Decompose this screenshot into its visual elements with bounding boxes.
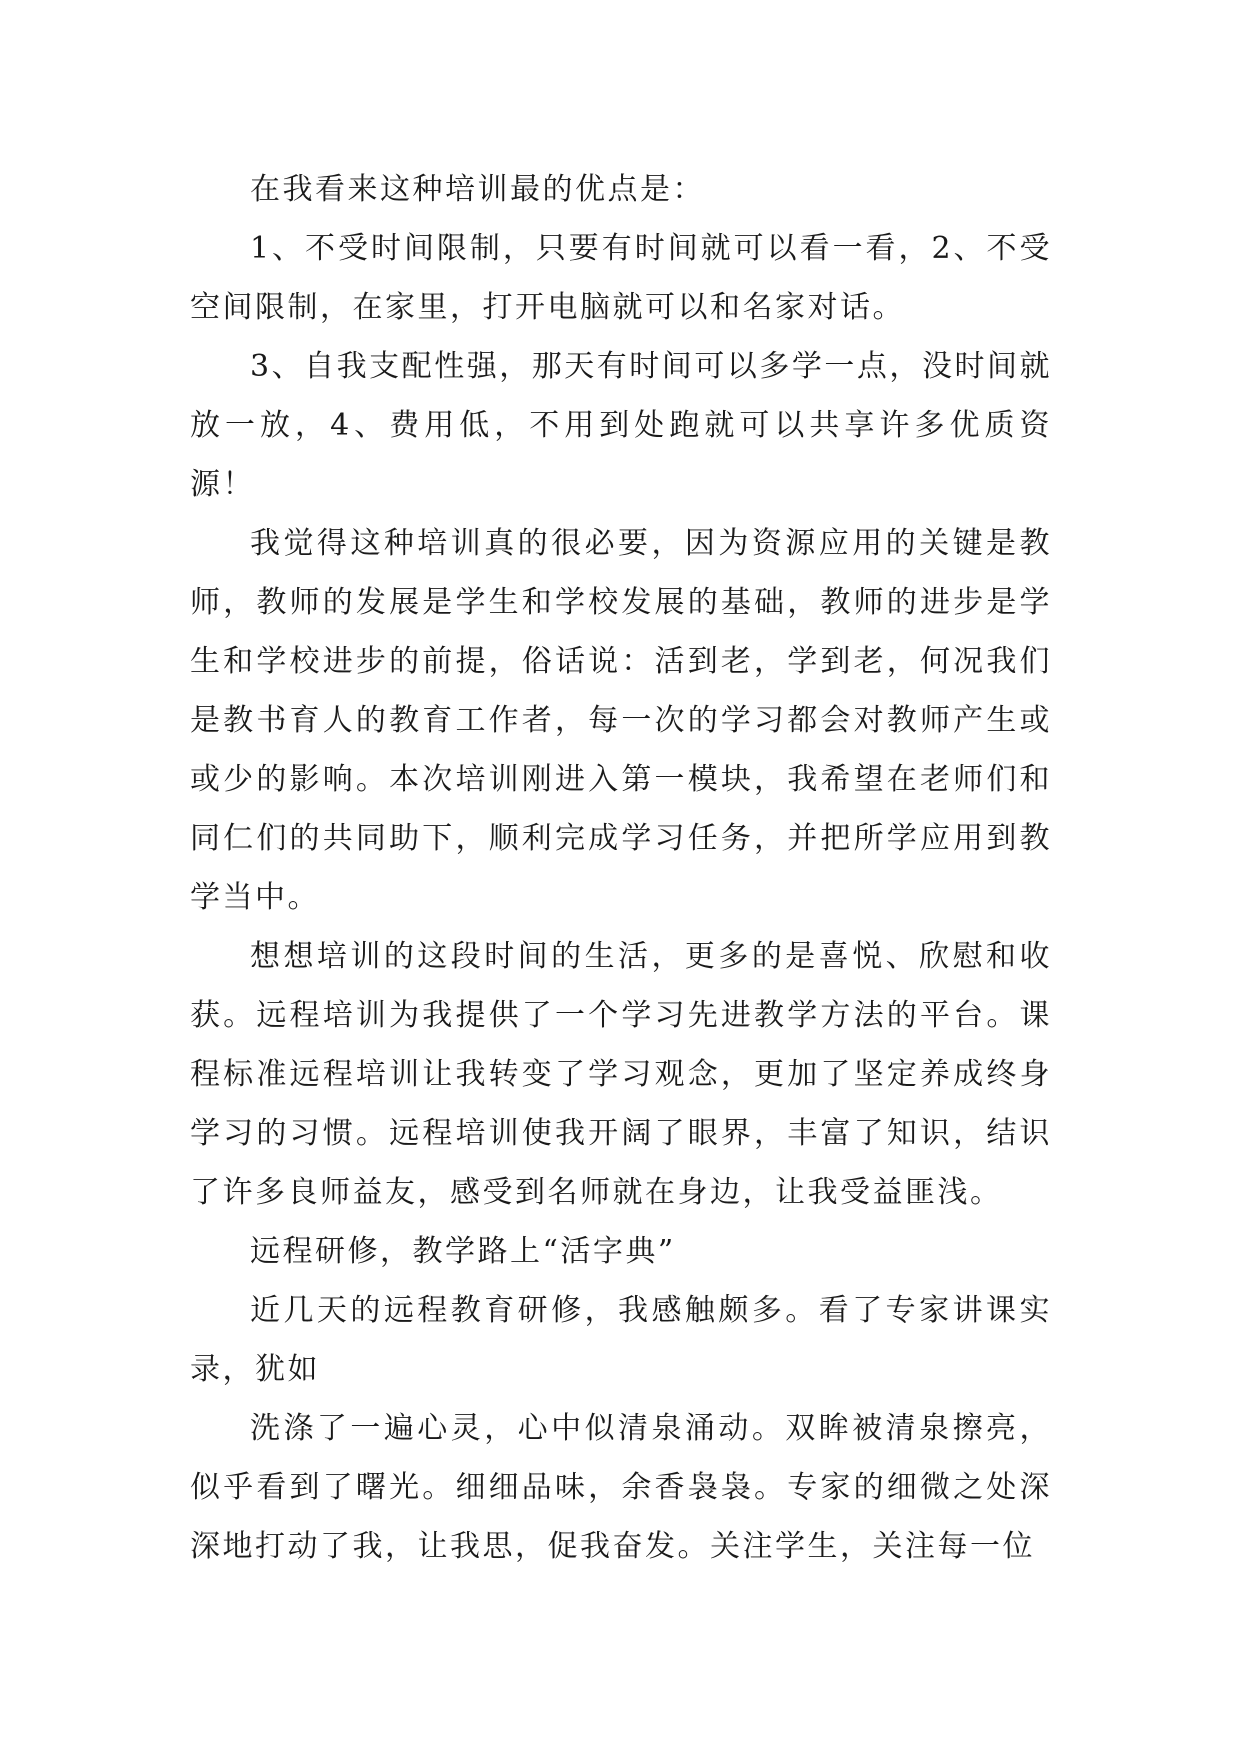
section-heading: 远程研修，教学路上“活字典” (250, 1234, 676, 1269)
paragraph-research-continued: 洗涤了一遍心灵，心中似清泉涌动。双眸被清泉擦亮，似乎看到了曙光。细细品味，余香袅袅。专家的细微之处深深地打动了我，让我思，促我奋发。关注学生，关注每一位 (190, 1411, 1052, 1564)
paragraph-advantages-intro: 在我看来这种培训最的优点是： (250, 172, 705, 207)
paragraph-advantages-1-2: 1、不受时间限制，只要有时间就可以看一看，2、不受空间限制，在家里，打开电脑就可以和名家对话。 (190, 231, 1052, 325)
paragraph-training-necessity: 我觉得这种培训真的很必要，因为资源应用的关键是教师，教师的发展是学生和学校发展的基础，教师的进步是学生和学校进步的前提，俗话说：活到老，学到老，何况我们是教书育人的教育工作者，每一次的学习都会对教师产生或或少的影响。本次培训刚进入第一模块，我希望在老师们和同仁们的共同助下，顺利完成学习任务，并把所学应用到教学当中。 (190, 526, 1052, 915)
paragraph-research-intro: 近几天的远程教育研修，我感触颇多。看了专家讲课实录，犹如 (190, 1293, 1052, 1387)
paragraph-advantages-3-4: 3、自我支配性强，那天有时间可以多学一点，没时间就放一放，4、费用低，不用到处跑就可以共享许多优质资源！ (190, 349, 1052, 502)
paragraph-training-reflection: 想想培训的这段时间的生活，更多的是喜悦、欣慰和收获。远程培训为我提供了一个学习先进教学方法的平台。课程标准远程培训让我转变了学习观念，更加了坚定养成终身学习的习惯。远程培训使我开阔了眼界，丰富了知识，结识了许多良师益友，感受到名师就在身边，让我受益匪浅。 (190, 939, 1052, 1210)
document-body (190, 160, 1052, 1576)
